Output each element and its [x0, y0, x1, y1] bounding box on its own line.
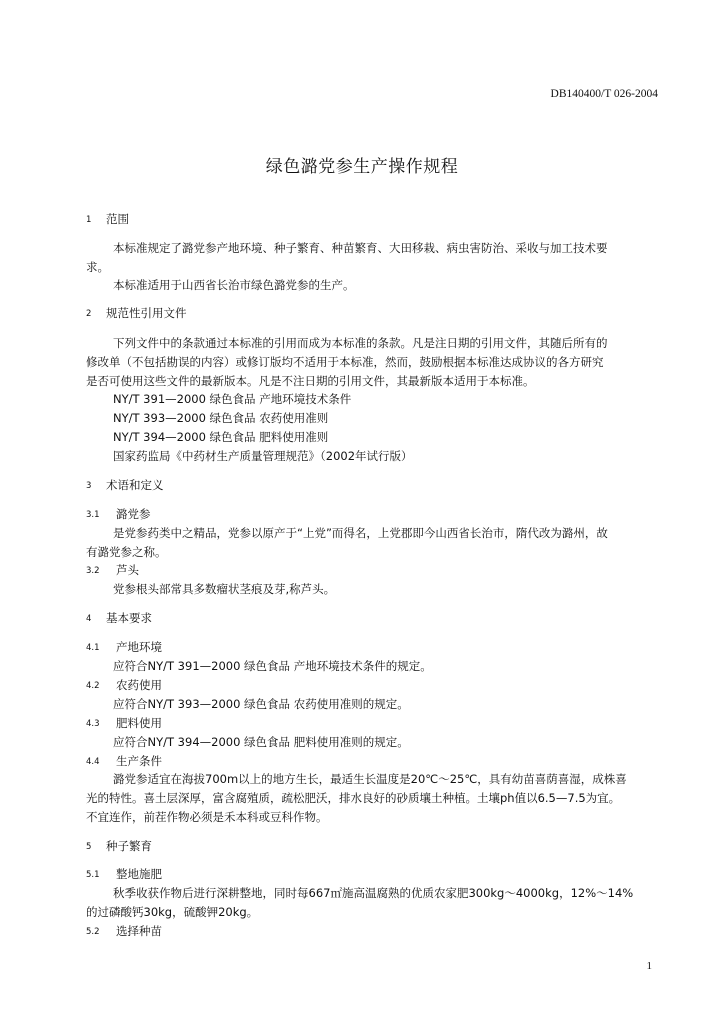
paragraph-line: 应符合NY/T 391—2000 绿色食品 产地环境技术条件的规定。 — [113, 659, 432, 673]
section-2-heading — [86, 305, 187, 322]
section-3-heading — [86, 477, 164, 494]
paragraph-line: 求。 — [86, 260, 109, 274]
section-1-heading — [86, 211, 129, 228]
section-title: 术语和定义 — [106, 478, 164, 492]
subsection-title: 选择种苗 — [116, 924, 162, 938]
paragraph-line: 应符合NY/T 394—2000 绿色食品 肥料使用准则的规定。 — [113, 735, 409, 749]
subsection-title: 芦头 — [116, 563, 139, 577]
section-title: 规范性引用文件 — [106, 306, 187, 320]
paragraph-line: 下列文件中的条款通过本标准的引用而成为本标准的条款。凡是注日期的引用文件，其随后所有的 — [113, 336, 608, 350]
subsection-5-2-heading — [86, 923, 162, 940]
section-5-heading — [86, 838, 152, 855]
subsection-number: 3.2 — [86, 566, 100, 576]
section-4-heading — [86, 610, 152, 627]
subsection-title: 潞党参 — [116, 507, 151, 521]
section-title: 基本要求 — [106, 611, 152, 625]
subsection-title: 肥料使用 — [116, 716, 162, 730]
subsection-number: 4.3 — [86, 719, 100, 729]
subsection-3-1-heading — [86, 506, 151, 523]
paragraph-line: 应符合NY/T 393—2000 绿色食品 农药使用准则的规定。 — [113, 697, 409, 711]
subsection-4-3-heading — [86, 715, 162, 732]
subsection-number: 5.2 — [86, 927, 100, 937]
subsection-5-1-heading — [86, 866, 162, 883]
reference-item: NY/T 393—2000 绿色食品 农药使用准则 — [113, 411, 329, 425]
section-number: 3 — [86, 481, 92, 491]
paragraph-line: 党参根头部常具多数瘤状茎痕及芽,称芦头。 — [113, 582, 336, 596]
paragraph-line: 光的特性。喜土层深厚，富含腐殖质，疏松肥沃，排水良好的砂质壤土种植。土壤ph值以6.5—7.5为宜。 — [86, 791, 621, 805]
subsection-title: 生产条件 — [116, 754, 162, 768]
subsection-number: 4.4 — [86, 757, 100, 767]
reference-item: NY/T 391—2000 绿色食品 产地环境技术条件 — [113, 392, 352, 406]
paragraph-line: 秋季收获作物后进行深耕整地，同时每667㎡施高温腐熟的优质农家肥300kg～4000kg，12%～14% — [113, 886, 634, 900]
section-number: 5 — [86, 842, 92, 852]
subsection-4-4-heading — [86, 753, 162, 770]
subsection-4-2-heading — [86, 677, 162, 694]
subsection-3-2-heading — [86, 562, 139, 579]
subsection-number: 3.1 — [86, 510, 100, 520]
paragraph-line: 有潞党参之称。 — [86, 545, 167, 559]
subsection-number: 4.1 — [86, 643, 100, 653]
document-title: 绿色潞党参生产操作规程 — [265, 157, 459, 177]
paragraph-line: 潞党参适宜在海拔700m以上的地方生长，最适生长温度是20℃～25℃，具有幼苗喜荫喜湿，成株喜 — [113, 772, 627, 786]
section-number: 2 — [86, 309, 92, 319]
subsection-title: 产地环境 — [116, 640, 162, 654]
subsection-number: 4.2 — [86, 681, 100, 691]
paragraph-line: 是党参药类中之精品，党参以原产于“上党”而得名，上党郡即今山西省长治市，隋代改为潞州，故 — [113, 526, 608, 540]
paragraph-line: 本标准适用于山西省长治市绿色潞党参的生产。 — [113, 278, 355, 292]
document-code: DB140400/T 026-2004 — [550, 88, 658, 100]
subsection-number: 5.1 — [86, 870, 100, 880]
section-title: 种子繁育 — [106, 839, 152, 853]
reference-item: 国家药监局《中药材生产质量管理规范》（2002年试行版） — [113, 449, 413, 463]
subsection-title: 整地施肥 — [116, 867, 162, 881]
subsection-title: 农药使用 — [116, 678, 162, 692]
paragraph-line: 是否可使用这些文件的最新版本。凡是不注日期的引用文件，其最新版本适用于本标准。 — [86, 374, 535, 388]
paragraph-line: 不宜连作，前茬作物必须是禾本科或豆科作物。 — [86, 810, 328, 824]
paragraph-line: 本标准规定了潞党参产地环境、种子繁育、种苗繁育、大田移栽、病虫害防治、采收与加工技术要 — [113, 241, 608, 255]
section-number: 1 — [86, 215, 92, 225]
section-title: 范围 — [106, 212, 129, 226]
page-number: 1 — [646, 960, 652, 972]
reference-item: NY/T 394—2000 绿色食品 肥料使用准则 — [113, 430, 329, 444]
subsection-4-1-heading — [86, 639, 162, 656]
section-number: 4 — [86, 614, 92, 624]
paragraph-line: 的过磷酸钙30kg，硫酸钾20kg。 — [86, 905, 259, 919]
paragraph-line: 修改单（不包括勘误的内容）或修订版均不适用于本标准，然而，鼓励根据本标准达成协议的各方研究 — [86, 355, 604, 369]
